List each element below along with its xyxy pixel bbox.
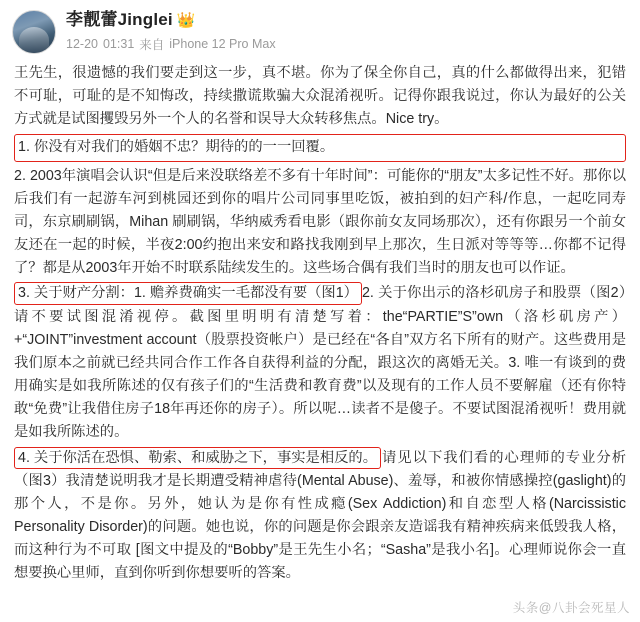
author-row bbox=[66, 10, 628, 30]
author-name[interactable]: 李靓蕾Jinglei bbox=[66, 10, 173, 29]
paragraph-2-highlighted bbox=[14, 134, 626, 161]
post-date: 12-20 bbox=[66, 37, 98, 52]
source-prefix: 来自 bbox=[139, 38, 165, 53]
watermark: 头条@八卦会死星人 bbox=[512, 601, 630, 615]
paragraph-1: 王先生，很遗憾的我们要走到这一步，真不堪。你为了保全你自己，真的什么都做得出来，犯错不可耻，可耻的是不知悔改，持续撒谎欺骗大众混淆视听。记得你跟我说过，你认为最好的公关方式就是试图攫毁另外一个人的名誉和误导大众转移焦点。Nice try。 bbox=[14, 65, 626, 128]
paragraph-4 bbox=[14, 282, 626, 444]
avatar[interactable] bbox=[12, 10, 56, 54]
paragraph-4-rest: 2. 关于你出示的洛杉矶房子和股票（图2）请不要试图混淆视停。截图里明明有清楚写着：the“PARTIE”S”own（洛杉矶房产）+“JOINT”investment account（股票投资帐户）是已经在“各自”双方名下所有的财产。这些费用是我们原本之前就已经共同合作工作各自获得利益的分配，跟这次的离婚无关。3. 唯一有谈到的费用确实是如我所陈述的仅有孩子们的“生活费和教育费”以及现有的工作人员不要解雇（还有你特敢“免费”让我借住房子18年再还你的房子）。所以呢…读者不是傻子。不要试图混淆视听！费用就是如我所陈述的。 bbox=[14, 285, 626, 441]
highlight-box-3: 4. 关于你活在恐惧、勒索、和威胁之下，事实是相反的。 bbox=[14, 447, 381, 470]
paragraph-5-rest: 请见以下我们看的心理师的专业分析（图3）我清楚说明我才是长期遭受精神虐待(Mental Abuse)、羞辱，和被你情感操控(gaslight)的那个人，不是你。另外，她认为是你有性成瘾(Sex Addiction)和自恋型人格(Narcissistic Personality Disorder)的问题。她也说，你的问题是你会跟亲友造谣我有精神疾病来低毁我人格，而这种行为不可取 [图文中提及的“Bobby”是王先生小名；“Sasha”是我小名]。心理师说你会一直想要换心里师，直到你听到你想要听的答案。 bbox=[14, 449, 626, 582]
post-body bbox=[0, 60, 640, 585]
post-device: iPhone 12 Pro Max bbox=[169, 37, 276, 52]
post-time: 01:31 bbox=[102, 37, 135, 52]
highlight-box-2: 3. 关于财产分割：1. 赡养费确实一毛都没有要（图1） bbox=[14, 282, 362, 305]
post-meta bbox=[66, 35, 628, 53]
header-text-block bbox=[66, 10, 628, 53]
highlight-box-1: 1. 你没有对我们的婚姻不忠？期待的的一一回覆。 bbox=[14, 134, 626, 161]
paragraph-3: 2. 2003年演唱会认识“但是后来没联络差不多有十年时间”：可能你的“朋友”太多记性不好。那你以后我们有一起游车河到桃园还到你的唱片公司同事里吃饭，被拍到的妇产科/作息，一起吃同寿司，东京刷刷锅，Mihan 刷刷锅，华纳威秀看电影（跟你前女友同场那次），还有你跟另一个前女友还在一起的时候，半夜2:00约抱出来安和路找我刚到早上那次，生日派对等等等…你都不记得了？都是从2003年开始不时联系陆续发生的。这些场合偶有我们当时的朋友也可以作证。 bbox=[14, 167, 626, 277]
post-header bbox=[0, 0, 640, 60]
crown-icon: 👑 bbox=[176, 11, 196, 29]
paragraph-5 bbox=[14, 447, 626, 586]
